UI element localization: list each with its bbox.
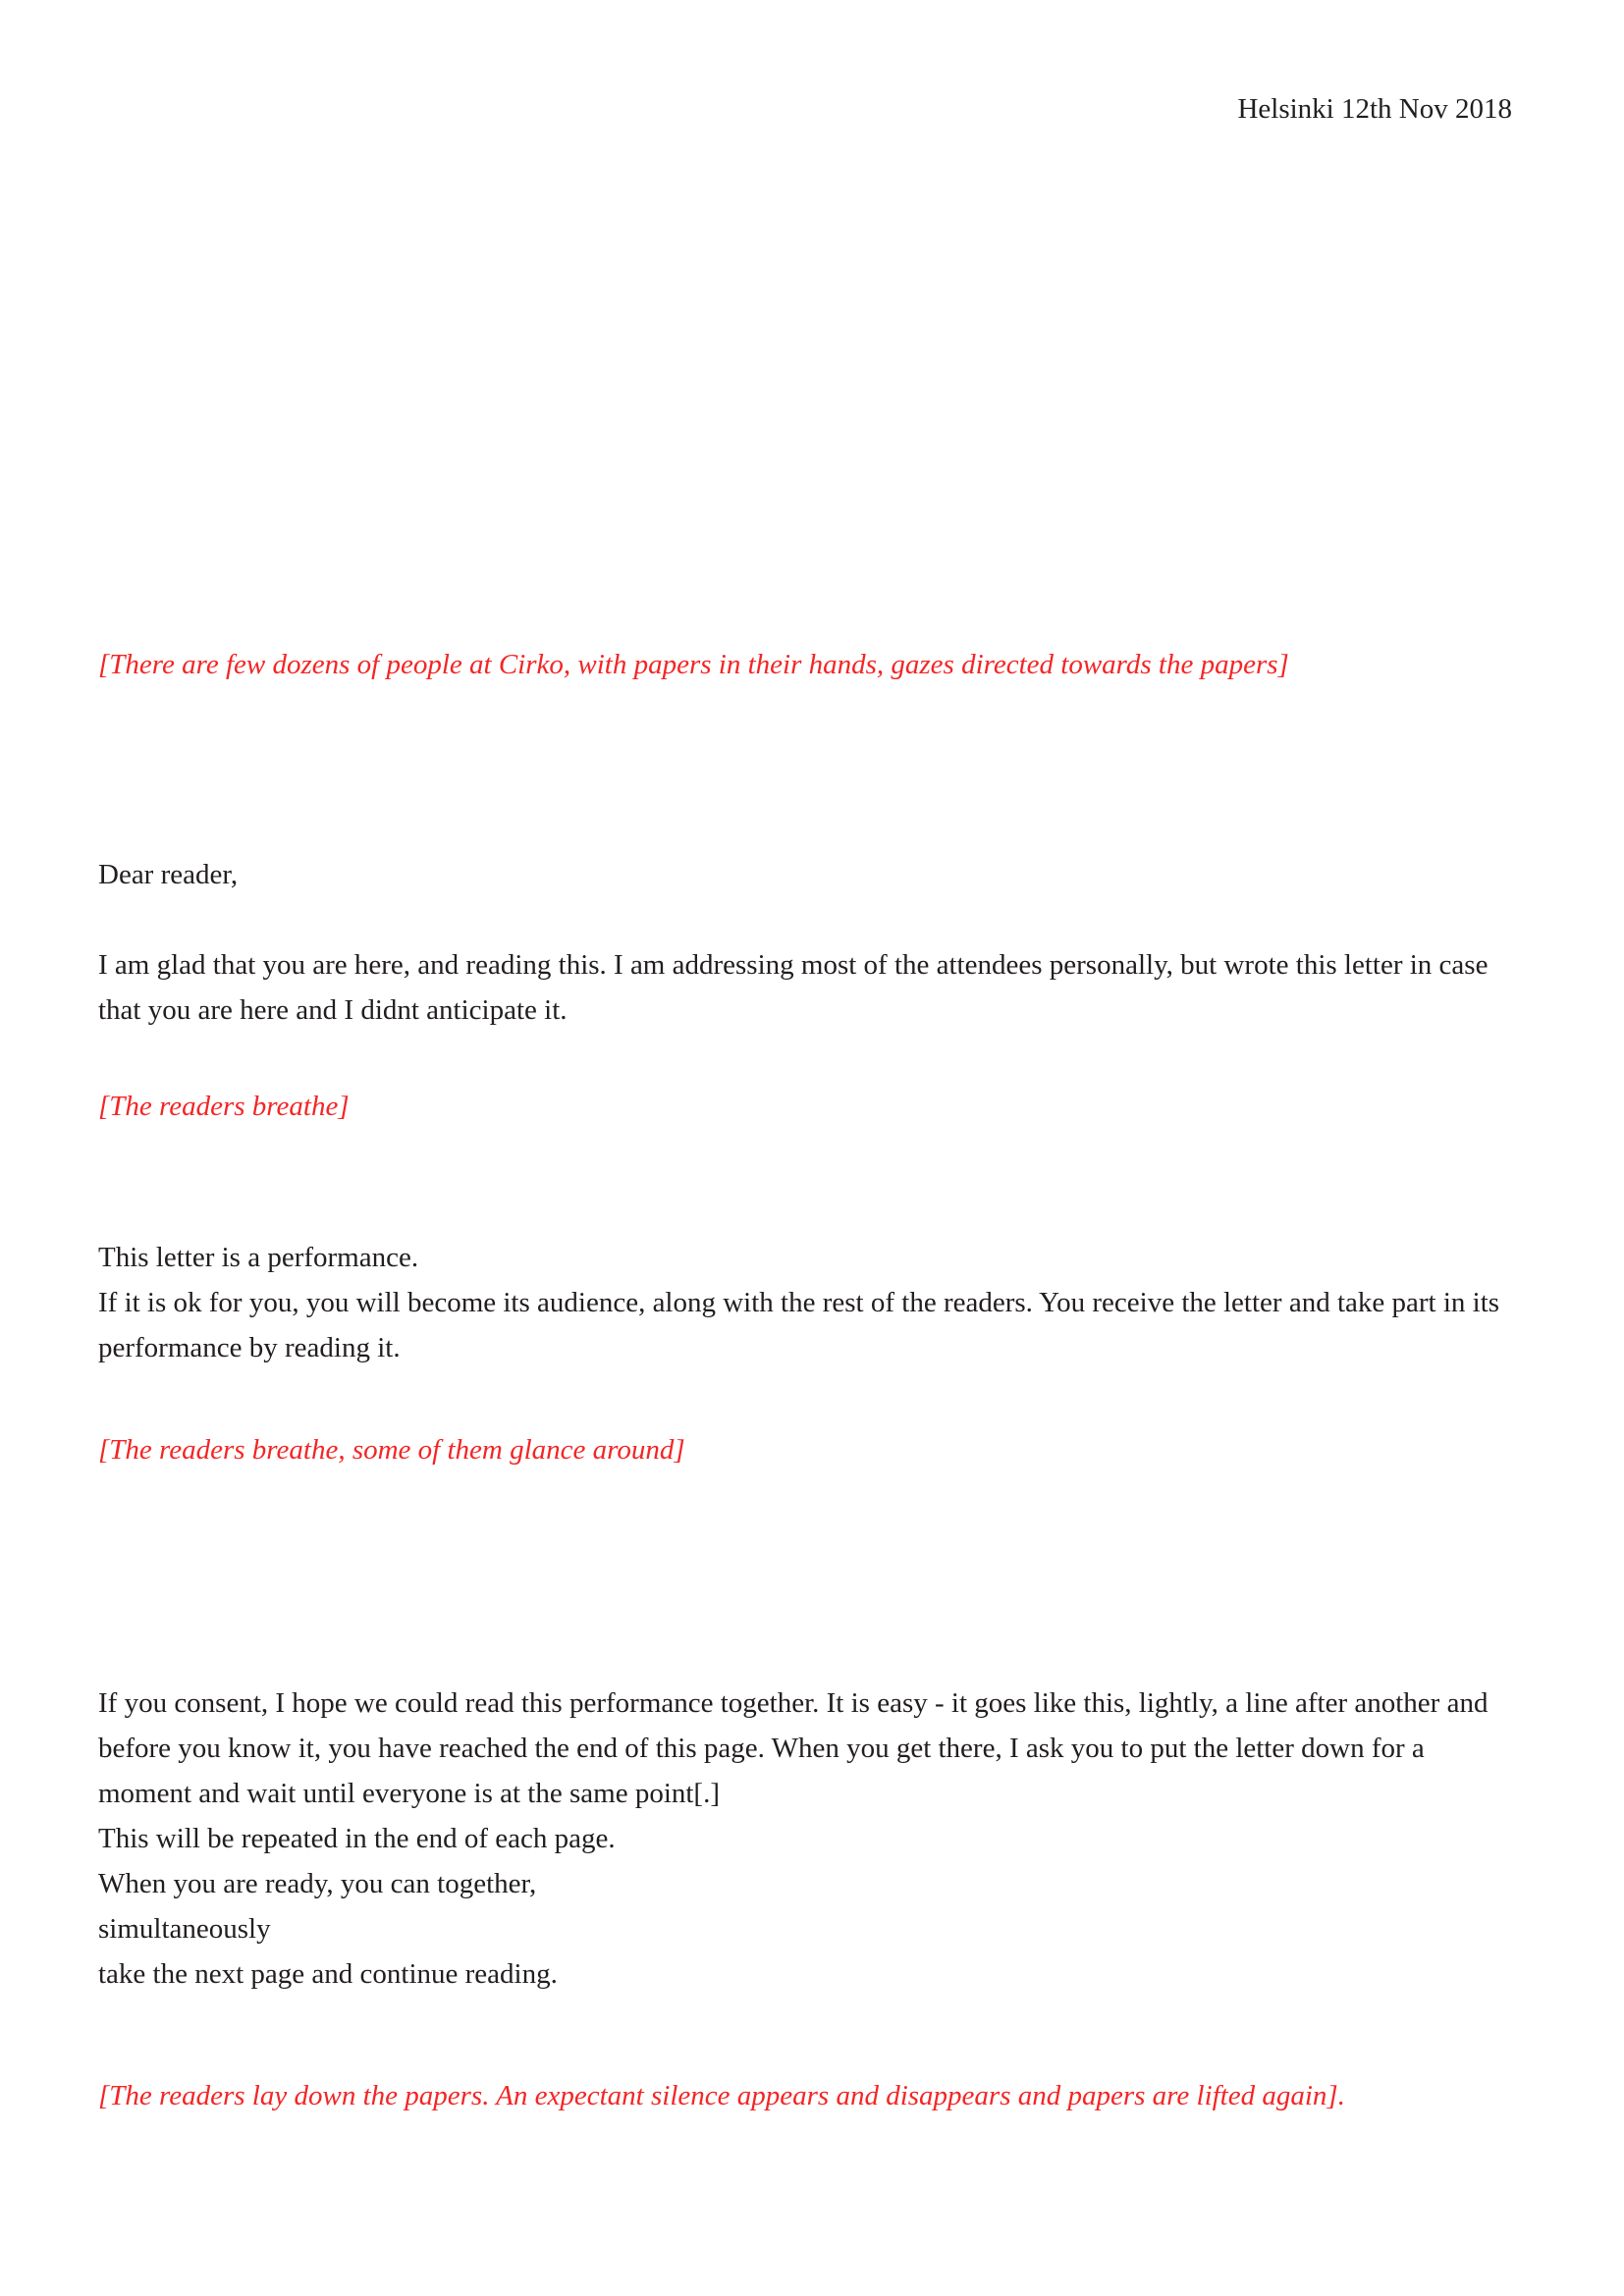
date-line: Helsinki 12th Nov 2018: [1237, 93, 1512, 125]
line-when-ready: When you are ready, you can together,: [98, 1868, 537, 1899]
stage-direction-closing: [The readers lay down the papers. An expectant silence appears and disappears and papers are lifted again].: [98, 2080, 1345, 2111]
paragraph-performance: [98, 1235, 1502, 1370]
salutation: Dear reader,: [98, 859, 239, 890]
stage-direction-readers-breathe: [The readers breathe]: [98, 1091, 350, 1122]
stage-direction-glance-around: [The readers breathe, some of them glance around]: [98, 1434, 685, 1466]
paragraph-performance-rest: If it is ok for you, you will become its audience, along with the rest of the readers. You receive the letter and take part in its performance by reading it.: [98, 1287, 1500, 1363]
line-repeated-each-page: This will be repeated in the end of each page.: [98, 1823, 616, 1854]
paragraph-introduction: I am glad that you are here, and reading this. I am addressing most of the attendees personally, but wrote this letter in case that you are here and I didnt anticipate it.: [98, 949, 1489, 1026]
paragraph-performance-line-1: This letter is a performance.: [98, 1242, 419, 1273]
paragraph-consent: If you consent, I hope we could read this performance together. It is easy - it goes like this, lightly, a line after another and before you know it, you have reached the end of this page. When you get there, I ask you to put the letter down for a moment and wait until everyone is at the same point[.]: [98, 1687, 1489, 1809]
line-take-next-page: take the next page and continue reading.: [98, 1958, 558, 1990]
line-simultaneously: simultaneously: [98, 1913, 271, 1945]
stage-direction-opening: [There are few dozens of people at Cirko, with papers in their hands, gazes directed towards the papers]: [98, 649, 1289, 680]
